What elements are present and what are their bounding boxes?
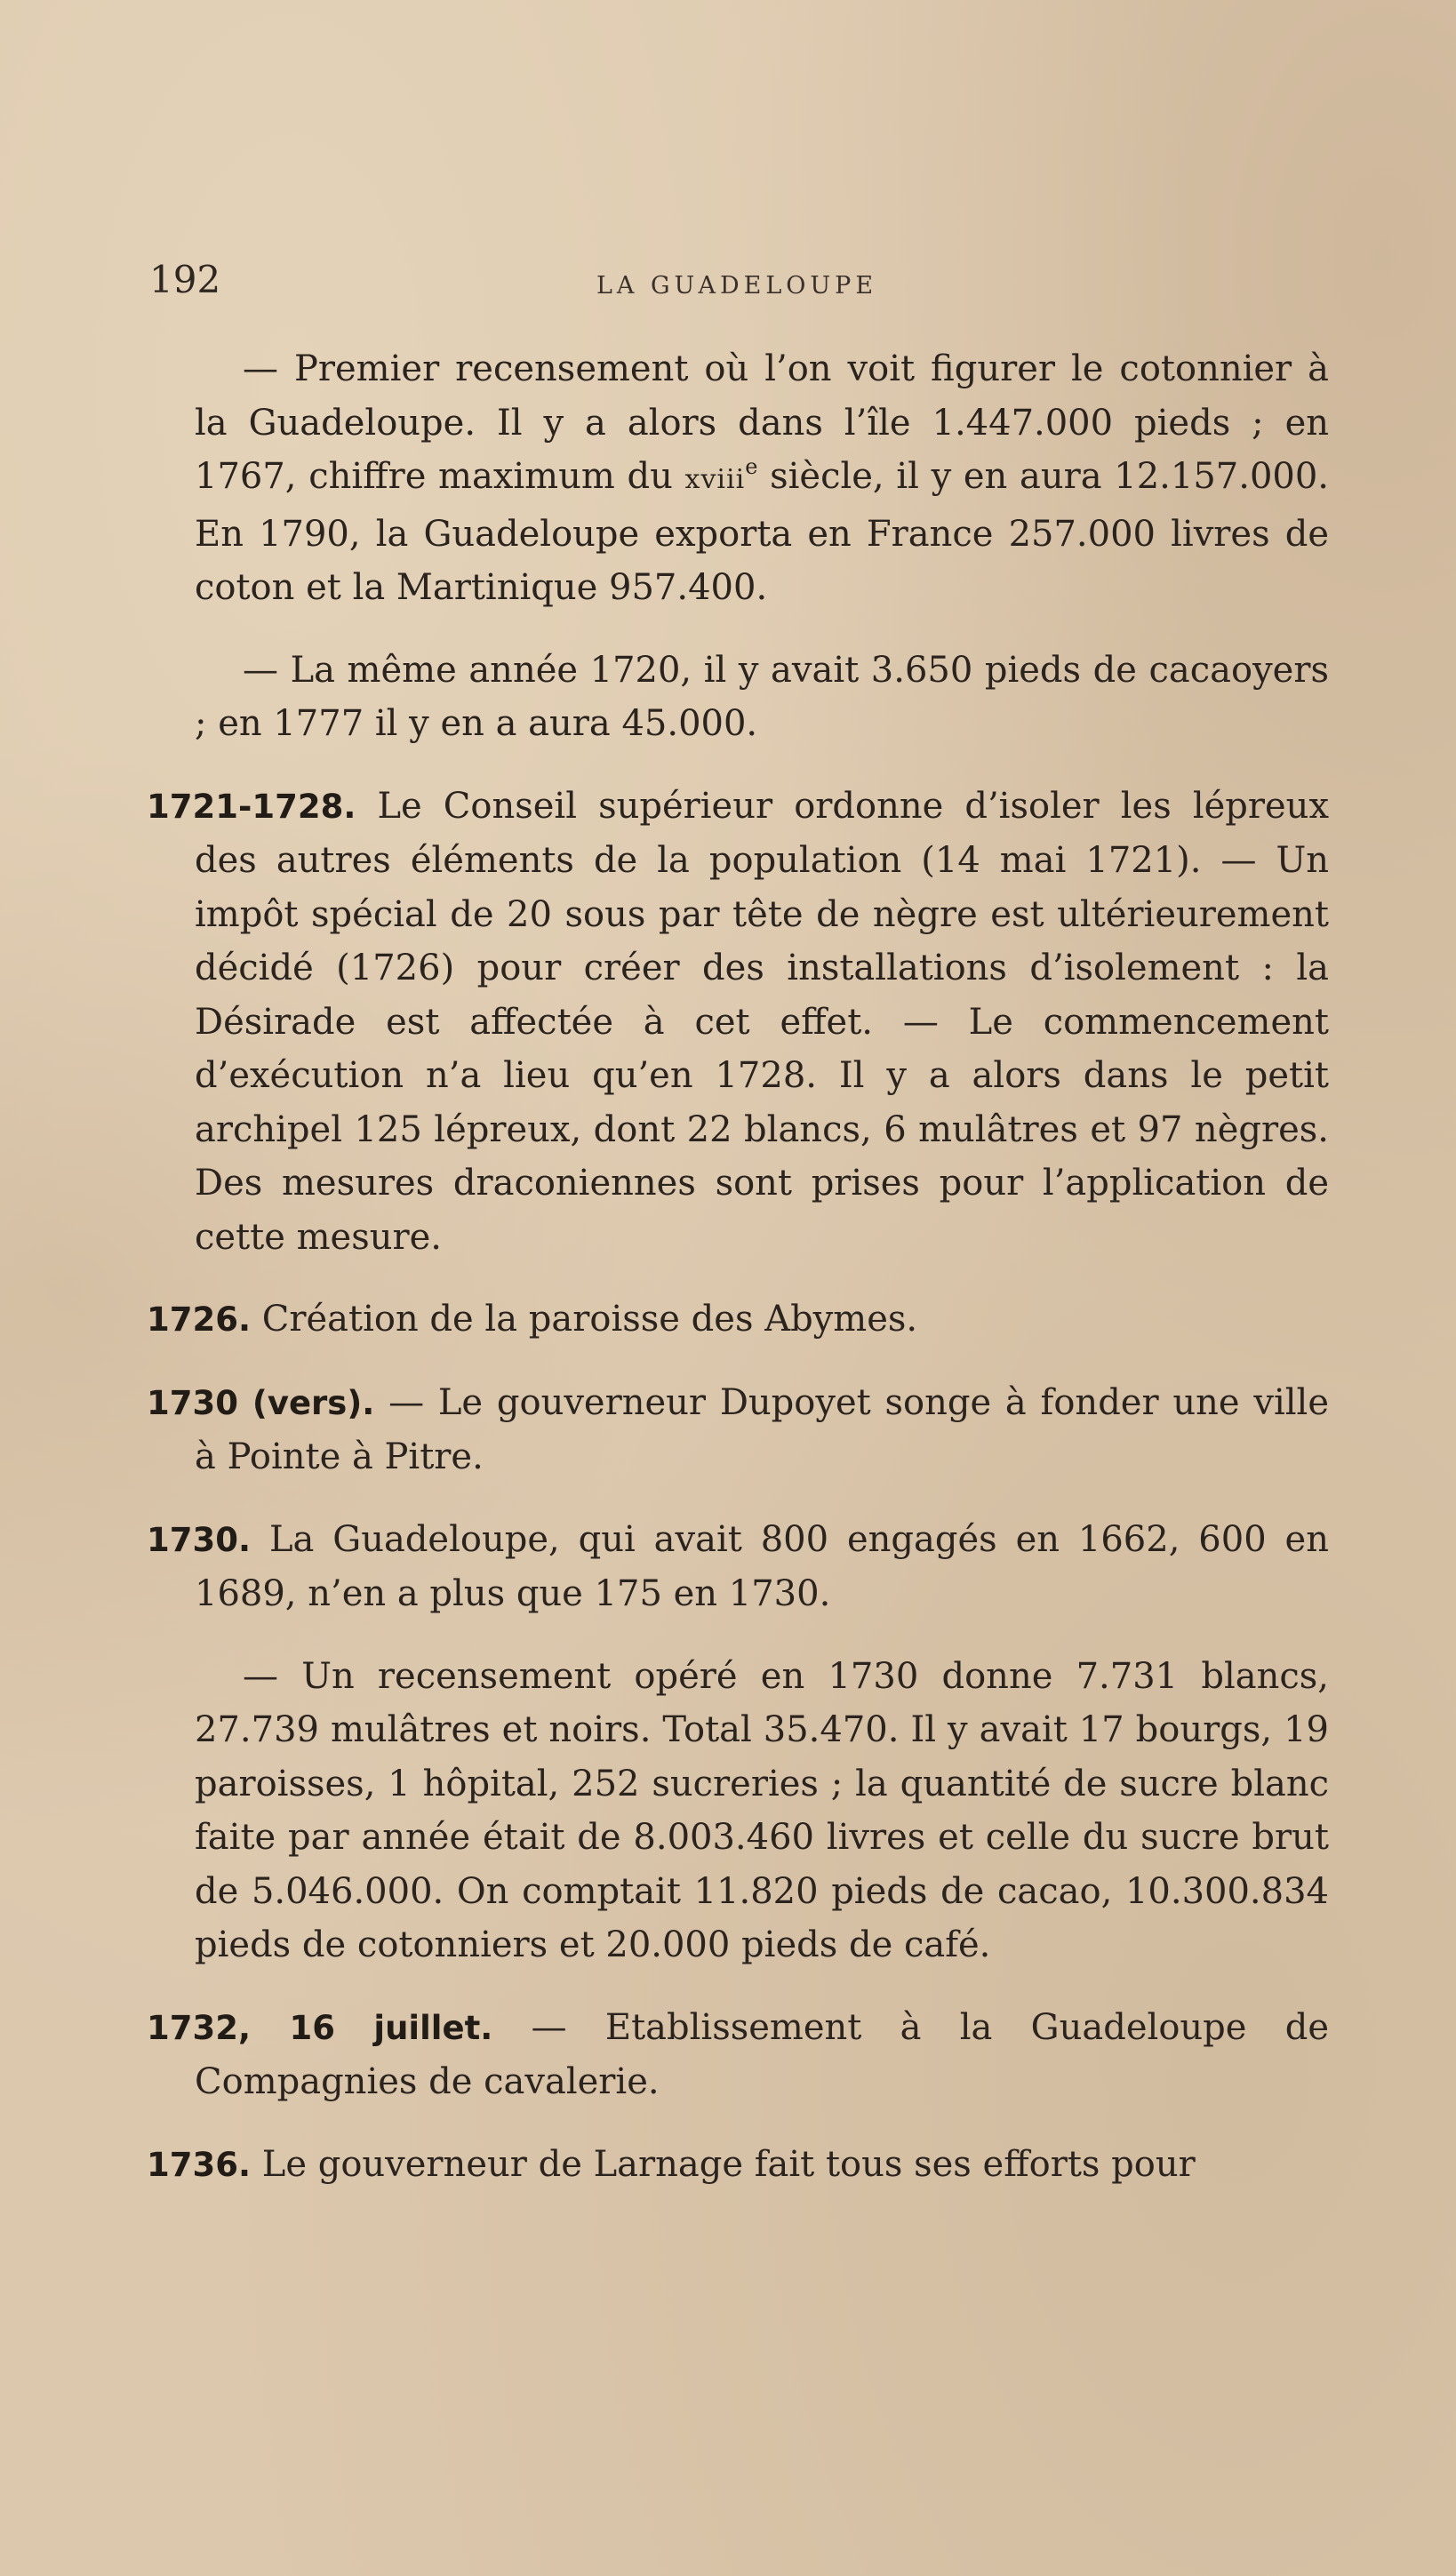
entry-text: Création de la paroisse des Abymes. (251, 1299, 918, 1340)
entry-text: — Le gouverneur Dupoyet songe à fonder une ville à Pointe à Pitre. (195, 1381, 1330, 1477)
entry-1732 (147, 2001, 1329, 2109)
entry-date: 1736. (147, 2145, 252, 2184)
paragraph-cotton-census (147, 342, 1329, 615)
entry-1721-1728 (147, 780, 1329, 1265)
page-number: 192 (149, 258, 221, 301)
entry-text: Le gouverneur de Larnage fait tous ses efforts pour (251, 2143, 1196, 2185)
entry-text: Le Conseil supérieur ordonne d’isoler les lépreux des autres éléments de la population (14 mai 1721). — Un impôt spécial de 20 sous par tête de nègre est ultérieurement décidé (1726) pour créer des installations d’isolement : la Désirade est affectée à cet effet. — Le commencement d’exécution n’a lieu qu’en 1728. Il y a alors dans le petit archipel 125 lépreux, dont 22 blancs, 6 mulâtres et 97 nègres. Des mesures draconiennes sont prises pour l’application de cette mesure. (195, 785, 1329, 1258)
paragraph-cacao (147, 644, 1329, 751)
entry-1736 (147, 2138, 1329, 2193)
century-numeral: xviii (684, 464, 746, 495)
entry-date: 1730 (vers). (147, 1383, 375, 1422)
entry-1730 (147, 1513, 1329, 1621)
entry-1730-vers (147, 1376, 1329, 1484)
entry-date: 1721-1728. (147, 787, 356, 826)
century-superscript: e (745, 454, 758, 479)
entry-text: La Guadeloupe, qui avait 800 engagés en 1662, 600 en 1689, n’en a plus que 175 en 1730. (195, 1518, 1329, 1614)
paragraph-census-1730 (147, 1650, 1329, 1972)
entry-date: 1732, 16 juillet. (147, 2008, 493, 2047)
page-header (149, 258, 1324, 311)
entry-1726 (147, 1292, 1329, 1348)
paragraph-text: siècle, il y en aura 12.157.000. En 1790, la Guadeloupe exporta en France 257.000 livres de coton et la Martinique 957.400. (195, 456, 1329, 608)
entry-text: — Etablissement à la Guadeloupe de Compagnies de cavalerie. (195, 2006, 1329, 2102)
paragraph-text: — La même année 1720, il y avait 3.650 pieds de cacaoyers ; en 1777 il y en a aura 45.000. (195, 649, 1329, 744)
running-title: LA GUADELOUPE (596, 272, 878, 300)
paragraph-text: — Premier recensement où l’on voit figurer le cotonnier à la Guadeloupe. Il y a alors dans l’île 1.447.000 pieds ; en 1767, chiffre maximum du (195, 348, 1329, 497)
body-text (147, 342, 1329, 2220)
entry-date: 1726. (147, 1300, 252, 1339)
paragraph-text: — Un recensement opéré en 1730 donne 7.731 blancs, 27.739 mulâtres et noirs. Total 35.470. Il y avait 17 bourgs, 19 paroisses, 1 hôpital, 252 sucreries ; la quantité de sucre blanc faite par année était de 8.003.460 livres et celle du sucre brut de 5.046.000. On comptait 11.820 pieds de cacao, 10.300.834 pieds de cotonniers et 20.000 pieds de café. (195, 1655, 1329, 1965)
entry-date: 1730. (147, 1520, 252, 1559)
